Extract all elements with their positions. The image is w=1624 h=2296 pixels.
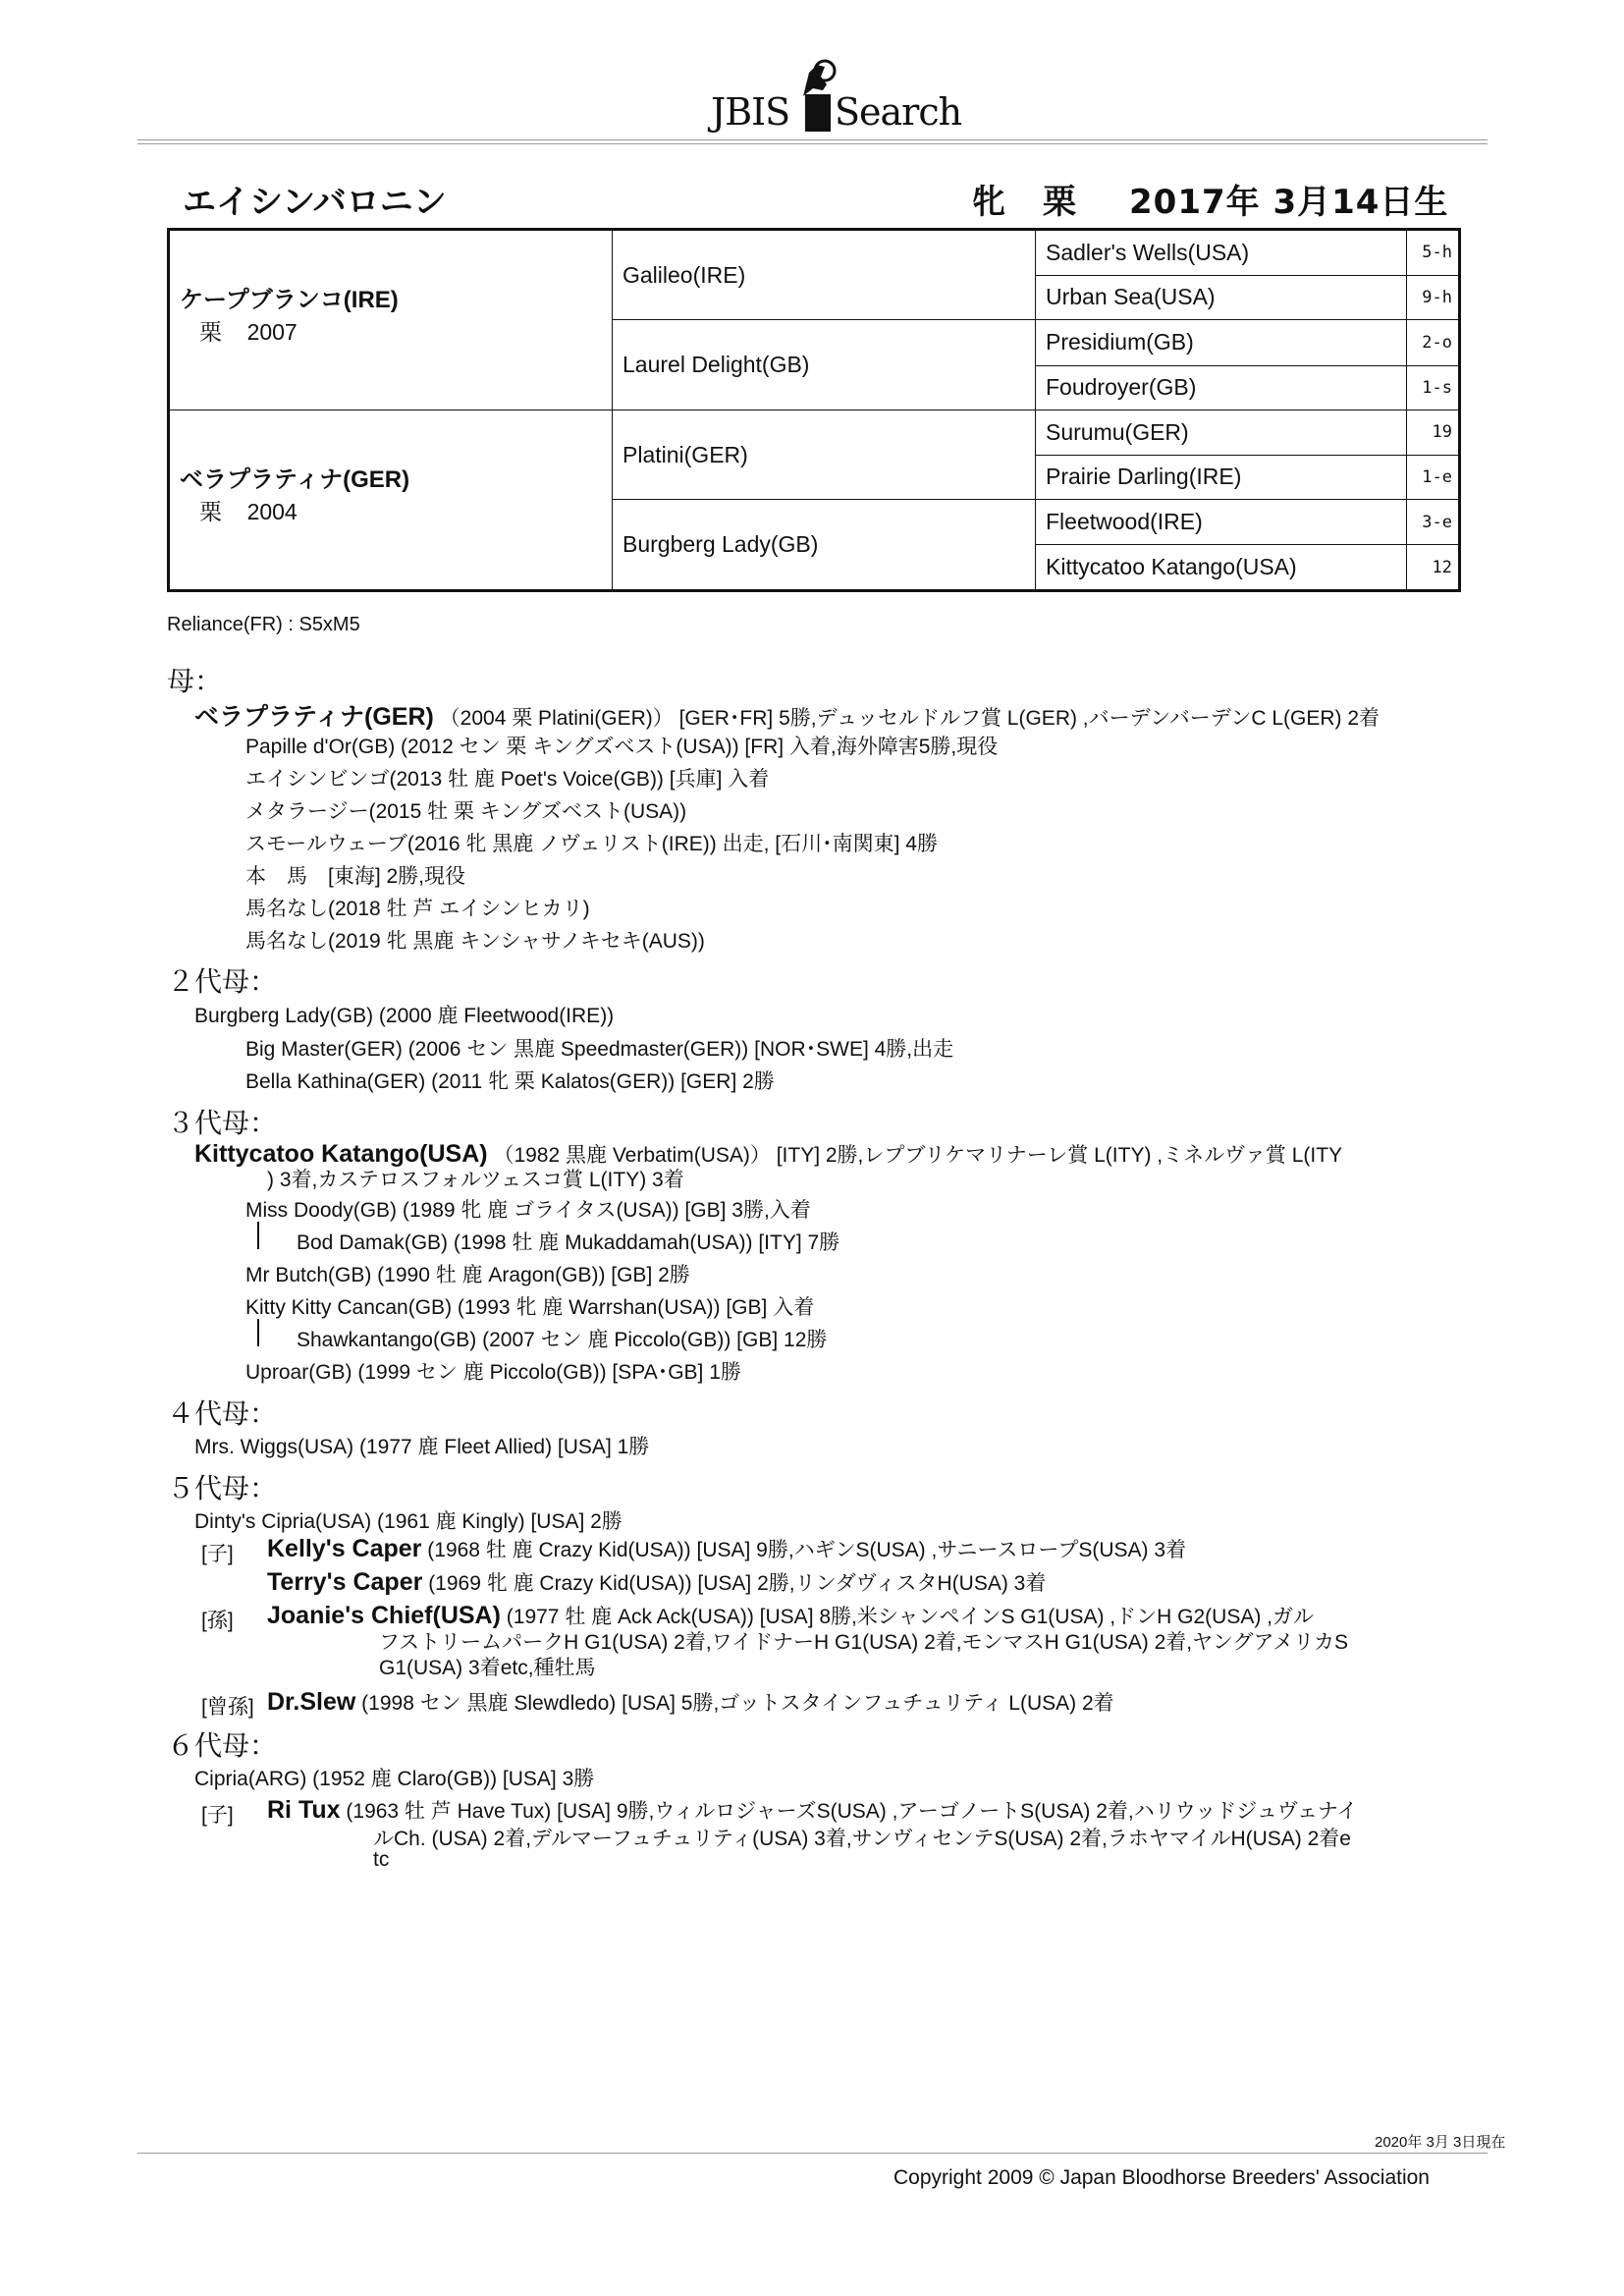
pedigree-table — [167, 228, 1461, 592]
dam-name: ベラプラティナ(GER) — [180, 466, 410, 493]
pedigree-ancestor: Fleetwood(IRE) — [1036, 500, 1407, 545]
pedigree-ancestor: Foudroyer(GB) — [1036, 365, 1407, 410]
family-number: 12 — [1407, 545, 1460, 591]
offspring-line: Papille d'Or(GB) (2012 セン 栗 キングズベスト(USA)) [FR] 入着,海外障害5勝,現役 — [245, 736, 999, 758]
offspring-line: メタラージー(2015 牡 栗 キングズベスト(USA)) — [245, 800, 687, 823]
relation-label: [子] — [201, 1804, 234, 1827]
offspring-line: スモールウェーブ(2016 牝 黒鹿 ノヴェリスト(IRE)) 出走, [石川･南関東] 4勝 — [245, 833, 938, 855]
pedigree-ancestor: Urban Sea(USA) — [1036, 275, 1407, 320]
pedigree-ancestor: Surumu(GER) — [1036, 410, 1407, 456]
descendant-line-cont: フストリームパークH G1(USA) 2着,ワイドナーH G1(USA) 2着,モンマスH G1(USA) 2着,ヤングアメリカS — [379, 1631, 1349, 1654]
family-number: 5-h — [1407, 230, 1460, 276]
offspring-line: 馬名なし(2019 牝 黒鹿 キンシャサノキセキ(AUS)) — [245, 930, 705, 953]
header-rule-bottom — [137, 143, 1488, 144]
relation-label: [孫] — [201, 1610, 234, 1632]
descendant-line: Dr.Slew (1998 セン 黒鹿 Slewdledo) [USA] 5勝,ゴットスタインフュチュリティ L(USA) 2着 — [267, 1688, 1114, 1716]
family-number: 3-e — [1407, 500, 1460, 545]
section-heading-dam: 母： — [167, 665, 223, 697]
print-date: 2020年 3月 3日現在 — [1375, 2134, 1506, 2151]
section-heading-gen4: ４代母： — [167, 1397, 278, 1430]
pedigree-dam — [169, 410, 613, 591]
pedigree-sire-sire: Galileo(IRE) — [613, 230, 1036, 320]
pedigree-sire-dam: Laurel Delight(GB) — [613, 320, 1036, 410]
family-number: 1-e — [1407, 455, 1460, 500]
logo-jbis-text: JBIS — [711, 90, 790, 134]
sire-color-year: 栗 2007 — [199, 319, 298, 345]
horse-color: 栗 — [1043, 183, 1076, 222]
offspring-line: Miss Doody(GB) (1989 牝 鹿 ゴライタス(USA)) [GB] 3勝,入着 — [245, 1199, 811, 1222]
descendant-line: Shawkantango(GB) (2007 セン 鹿 Piccolo(GB)) [GB] 12勝 — [297, 1329, 828, 1351]
descendant-bar — [257, 1222, 259, 1249]
offspring-line: Big Master(GER) (2006 セン 黒鹿 Speedmaster(GER)) [NOR･SWE] 4勝,出走 — [245, 1038, 954, 1061]
section-heading-gen3: ３代母： — [167, 1107, 278, 1139]
pedigree-dam-dam: Burgberg Lady(GB) — [613, 500, 1036, 591]
pedigree-sire — [169, 230, 613, 410]
horse-sex: 牝 — [972, 183, 1005, 222]
horse-name: エイシンバロニン — [183, 183, 447, 222]
relation-label: [子] — [201, 1543, 234, 1565]
offspring-line: Kitty Kitty Cancan(GB) (1993 牝 鹿 Warrshan(USA)) [GB] 入着 — [245, 1296, 815, 1319]
family-number: 19 — [1407, 410, 1460, 456]
pedigree-dam-sire: Platini(GER) — [613, 410, 1036, 500]
pedigree-ancestor: Prairie Darling(IRE) — [1036, 455, 1407, 500]
pedigree-ancestor: Presidium(GB) — [1036, 320, 1407, 366]
descendant-line: Terry's Caper (1969 牝 鹿 Crazy Kid(USA)) [USA] 2勝,リンダヴィスタH(USA) 3着 — [267, 1568, 1047, 1596]
descendant-line-cont: ルCh. (USA) 2着,デルマーフュチュリティ(USA) 3着,サンヴィセンテS(USA) 2着,ラホヤマイルH(USA) 2着e — [373, 1828, 1351, 1850]
jbis-search-logo — [687, 51, 962, 139]
offspring-line: エイシンビンゴ(2013 牡 鹿 Poet's Voice(GB)) [兵庫] 入着 — [245, 768, 770, 791]
offspring-line: 馬名なし(2018 牡 芦 エイシンヒカリ) — [245, 898, 590, 920]
ancestor-line: Burgberg Lady(GB) (2000 鹿 Fleetwood(IRE)) — [194, 1005, 615, 1027]
offspring-line: Mr Butch(GB) (1990 牡 鹿 Aragon(GB)) [GB] 2勝 — [245, 1264, 690, 1286]
family-number: 1-s — [1407, 365, 1460, 410]
family-number: 2-o — [1407, 320, 1460, 366]
dam-color-year: 栗 2004 — [199, 499, 298, 524]
descendant-line-cont: tc — [373, 1848, 390, 1871]
offspring-line: Uproar(GB) (1999 セン 鹿 Piccolo(GB)) [SPA･GB] 1勝 — [245, 1361, 741, 1384]
descendant-bar — [257, 1319, 259, 1346]
dam-entry: ベラプラティナ(GER) （2004 栗 Platini(GER)） [GER･FR] 5勝,デュッセルドルフ賞 L(GER) ,バーデンバーデンC L(GER) 2着 — [194, 703, 1380, 731]
descendant-line: Bod Damak(GB) (1998 牡 鹿 Mukaddamah(USA)) [ITY] 7勝 — [297, 1231, 840, 1254]
relation-label: [曾孫] — [201, 1696, 254, 1719]
section-heading-gen5: ５代母： — [167, 1472, 278, 1504]
header-rule-top — [137, 139, 1488, 140]
ancestor-line: Cipria(ARG) (1952 鹿 Claro(GB)) [USA] 3勝 — [194, 1768, 595, 1790]
descendant-line: Joanie's Chief(USA) (1977 牡 鹿 Ack Ack(USA)) [USA] 8勝,米シャンペインS G1(USA) ,ドンH G2(USA) ,ガル — [267, 1602, 1314, 1629]
offspring-line: Bella Kathina(GER) (2011 牝 栗 Kalatos(GER)) [GER] 2勝 — [245, 1070, 775, 1093]
descendant-line: Kelly's Caper (1968 牡 鹿 Crazy Kid(USA)) [USA] 9勝,ハギンS(USA) ,サニースロープS(USA) 3着 — [267, 1535, 1187, 1562]
logo-search-text: Search — [835, 90, 962, 134]
horse-birth-date: 2017年 3月14日生 — [1129, 183, 1449, 222]
ancestor-line: Mrs. Wiggs(USA) (1977 鹿 Fleet Allied) [USA] 1勝 — [194, 1436, 650, 1458]
section-heading-gen2: ２代母： — [167, 965, 278, 998]
offspring-line-self: 本 馬 [東海] 2勝,現役 — [245, 865, 466, 888]
family-number: 9-h — [1407, 275, 1460, 320]
pedigree-ancestor: Kittycatoo Katango(USA) — [1036, 545, 1407, 591]
ancestor-line-cont: ) 3着,カステロスフォルツェスコ賞 L(ITY) 3着 — [267, 1169, 684, 1191]
pedigree-ancestor: Sadler's Wells(USA) — [1036, 230, 1407, 276]
copyright-text: Copyright 2009 © Japan Bloodhorse Breeders' Association — [893, 2166, 1430, 2189]
ancestor-line: Dinty's Cipria(USA) (1961 鹿 Kingly) [USA] 2勝 — [194, 1510, 623, 1533]
section-heading-gen6: ６代母： — [167, 1729, 278, 1762]
footer-rule — [137, 2153, 1488, 2154]
ancestor-line: Kittycatoo Katango(USA) （1982 黒鹿 Verbatim(USA)） [ITY] 2勝,レプブリケマリナーレ賞 L(ITY) ,ミネルヴァ賞 L(ITY — [194, 1140, 1343, 1168]
descendant-line: Ri Tux (1963 牡 芦 Have Tux) [USA] 9勝,ウィルロジャーズS(USA) ,アーゴノートS(USA) 2着,ハリウッドジュヴェナイ — [267, 1796, 1358, 1824]
sire-name: ケープブランコ(IRE) — [180, 287, 399, 313]
inbreeding-note: Reliance(FR) : S5xM5 — [167, 614, 360, 635]
descendant-line-cont: G1(USA) 3着etc,種牡馬 — [379, 1657, 596, 1679]
